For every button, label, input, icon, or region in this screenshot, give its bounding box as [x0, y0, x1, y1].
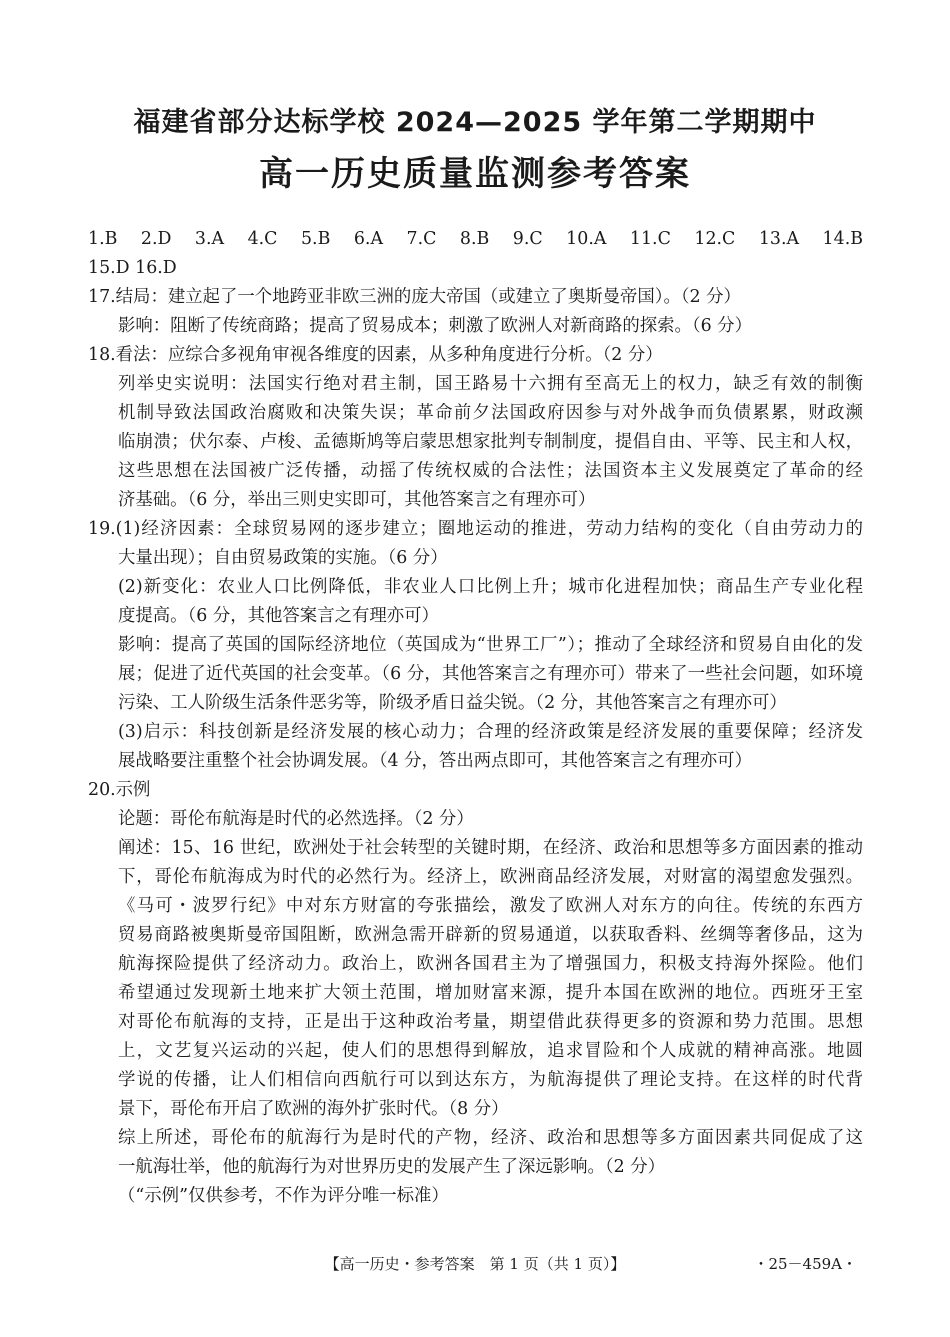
q20-text-line: 一航海壮举，他的航海行为对世界历史的发展产生了深远影响。（2 分） — [118, 1157, 666, 1177]
footer-code: ・25－459A・ — [753, 1255, 857, 1273]
q20-text-line: 阐述：15、16 世纪，欧洲处于社会转型的关键时期，在经济、政治和思想等多方面因素的推动 — [118, 838, 863, 858]
mc-answers-line-1: 1.B 2.D 3.A 4.C 5.B 6.A 7.C 8.B 9.C 10.A 11.C 12.C 13.A 14.B — [88, 229, 863, 249]
q20-heading: 20.示例 — [88, 780, 151, 800]
q20-text-line: 对哥伦布航海的支持，正是出于这种政治考量，期望借此获得更多的资源和势力范围。思想 — [118, 1012, 863, 1032]
q20-text-line: 《马可・波罗行纪》中对东方财富的夸张描绘，激发了欧洲人对东方的向往。传统的东西方 — [118, 896, 863, 916]
mc-answers-line-2: 15.D 16.D — [88, 258, 177, 278]
q17-outcome: 17.结局：建立起了一个地跨亚非欧三洲的庞大帝国（或建立了奥斯曼帝国）。（2 分） — [88, 287, 741, 307]
q20-thesis: 论题：哥伦布航海是时代的必然选择。（2 分） — [118, 809, 474, 829]
q20-text-line: 下，哥伦布航海成为时代的必然行为。经济上，欧洲商品经济发展，对财富的渴望愈发强烈。 — [118, 867, 863, 887]
q19-text-line: 污染、工人阶级生活条件恶劣等，阶级矛盾日益尖锐。（2 分，其他答案言之有理亦可） — [118, 693, 787, 713]
q18-text-line: 济基础。（6 分，举出三则史实即可，其他答案言之有理亦可） — [118, 490, 596, 510]
q20-text-line: 学说的传播，让人们相信向西航行可以到达东方，为航海提供了理论支持。在这样的时代背 — [118, 1070, 863, 1090]
q20-text-line: 景下，哥伦布开启了欧洲的海外扩张时代。（8 分） — [118, 1099, 509, 1119]
q20-text-line: 上，文艺复兴运动的兴起，使人们的思想得到解放，追求冒险和个人成就的精神高涨。地圆 — [118, 1041, 863, 1061]
q19-text-line: 影响：提高了英国的国际经济地位（英国成为“世界工厂”）；推动了全球经济和贸易自由化的发 — [118, 635, 863, 655]
q19-text-line: 度提高。（6 分，其他答案言之有理亦可） — [118, 606, 439, 626]
q19-text-line: 展；促进了近代英国的社会变革。（6 分，其他答案言之有理亦可）带来了一些社会问题，如环境 — [118, 664, 863, 684]
q17-impact: 影响：阻断了传统商路；提高了贸易成本；刺激了欧洲人对新商路的探索。（6 分） — [118, 316, 752, 336]
q19-text-line: 大量出现）；自由贸易政策的实施。（6 分） — [118, 548, 448, 568]
q20-text-line: 综上所述，哥伦布的航海行为是时代的产物，经济、政治和思想等多方面因素共同促成了这 — [118, 1128, 863, 1148]
document-subtitle: 高一历史质量监测参考答案 — [259, 154, 691, 194]
q20-text-line: 希望通过发现新土地来扩大领土范围，增加财富来源，提升本国在欧洲的地位。西班牙王室 — [118, 983, 863, 1003]
q18-view: 18.看法：应综合多视角审视各维度的因素，从多种角度进行分析。（2 分） — [88, 345, 663, 365]
q19-text-line: 展战略要注重整个社会协调发展。（4 分，答出两点即可，其他答案言之有理亦可） — [118, 751, 752, 771]
q18-text-line: 机制导致法国政治腐败和决策失误；革命前夕法国政府因参与对外战争而负债累累，财政濒 — [118, 403, 863, 423]
q19-text-line: (3)启示：科技创新是经济发展的核心动力；合理的经济政策是经济发展的重要保障；经济发 — [118, 722, 863, 742]
document-title: 福建省部分达标学校 2024—2025 学年第二学期期中 — [133, 107, 817, 138]
q20-note: （“示例”仅供参考，不作为评分唯一标准） — [118, 1186, 449, 1206]
q19-text-line: (2)新变化：农业人口比例降低，非农业人口比例上升；城市化进程加快；商品生产专业化程 — [118, 577, 863, 597]
q18-text-line: 列举史实说明：法国实行绝对君主制，国王路易十六拥有至高无上的权力，缺乏有效的制衡 — [118, 374, 863, 394]
q18-text-line: 临崩溃；伏尔泰、卢梭、孟德斯鸠等启蒙思想家批判专制制度，提倡自由、平等、民主和人权， — [118, 432, 863, 452]
q19-text-line: 19.(1)经济因素：全球贸易网的逐步建立；圈地运动的推进，劳动力结构的变化（自由劳动力的 — [88, 519, 863, 539]
q20-text-line: 航海探险提供了经济动力。政治上，欧洲各国君主为了增强国力，积极支持海外探险。他们 — [118, 954, 863, 974]
q20-text-line: 贸易商路被奥斯曼帝国阻断，欧洲急需开辟新的贸易通道，以获取香料、丝绸等奢侈品，这为 — [118, 925, 863, 945]
footer-page-info: 【高一历史・参考答案 第 1 页（共 1 页）】 — [324, 1255, 626, 1273]
q18-text-line: 这些思想在法国被广泛传播，动摇了传统权威的合法性；法国资本主义发展奠定了革命的经 — [118, 461, 863, 481]
